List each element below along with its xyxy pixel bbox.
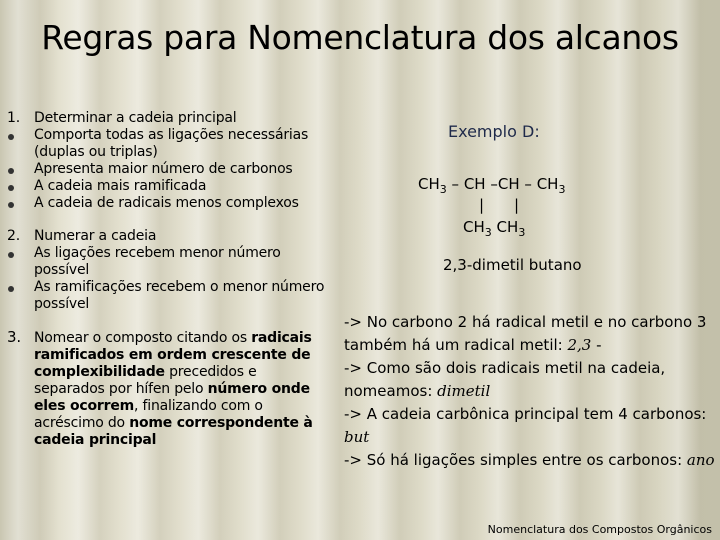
explanation-text: -> No carbono 2 há radical metil e no carbono 3 também há um radical metil: [344,313,707,354]
subscript-3: 3 [484,226,492,239]
carbon-2: CH [463,175,486,193]
carbon-1: CH [418,175,440,193]
branch-bond-c3: | [514,196,520,214]
carbon-3: CH [497,175,520,193]
rule-2-heading [7,228,327,245]
rule-3 [7,329,327,449]
rule-2-items [7,245,327,313]
rule-3-number: 3. [7,328,21,346]
subscript-3: 3 [439,183,447,196]
rule-1-number: 1. [7,110,20,126]
subscript-3: 3 [518,226,526,239]
rule-1-items [7,127,327,212]
explanation-line [344,449,720,472]
rule-1-heading [7,110,327,127]
explanation-line [344,357,720,403]
slide-title: Regras para Nomenclatura dos alcanos [41,18,679,57]
rule-3-text-a: Nomear o composto citando os [34,330,252,346]
slide-footer: Nomenclatura dos Compostos Orgânicos [487,523,712,536]
rule-1-text: Determinar a cadeia principal [34,110,237,126]
rule-3-text-d: número onde eles ocorrem [34,381,310,414]
rule-1-item: Comporta todas as ligações necessárias (duplas ou triplas) [7,127,327,161]
explanation-text: -> A cadeia carbônica principal tem 4 carbonos: [344,405,707,423]
explanation-text: -> Como são dois radicais metil na cadeia, nomeamos: [344,359,666,400]
rule-1-item: Apresenta maior número de carbonos [7,161,327,178]
rule-3-text-c: precedidos e separados por hífen pelo [34,364,257,397]
rules-list [7,110,327,449]
explanation-italic: but [344,428,370,446]
example-heading: Exemplo D: [448,122,540,141]
explanation-line [344,311,720,357]
rule-2-item: As ligações recebem menor número possível [7,245,327,279]
explanation-italic: ano [686,451,715,469]
rule-2-text: Numerar a cadeia [34,228,157,244]
explanation-text: -> Só há ligações simples entre os carbonos: [344,451,687,469]
methyl-1: CH [463,218,485,236]
bond: – [524,175,532,193]
compound-name: 2,3-dimetil butano [443,256,582,274]
rule-2-item: As ramificações recebem o menor número possível [7,279,327,313]
rule-3-text-b: radicais ramificados em ordem crescente de complexibilidade [34,330,312,380]
explanation-italic: dimetil [437,382,491,400]
rule-1-item: A cadeia de radicais menos complexos [7,195,327,212]
rule-1-item: A cadeia mais ramificada [7,178,327,195]
bond: – [490,175,498,193]
explanation-after: - [591,336,602,354]
rule-2-number: 2. [7,228,20,244]
methyl-2: CH [496,218,519,236]
rule-3-text-f: nome correspondente à cadeia principal [34,415,313,448]
structural-formula-main-chain [418,175,565,196]
explanation-line [344,403,720,449]
bond: – [451,175,460,193]
branch-bond-c2: | [479,196,485,214]
substituents [463,218,525,239]
explanation-italic: 2,3 [567,336,592,354]
subscript-3: 3 [558,183,566,196]
carbon-4: CH [536,175,559,193]
explanation [344,311,720,472]
rule-3-text-e: , finalizando com o acréscimo do [34,398,263,431]
